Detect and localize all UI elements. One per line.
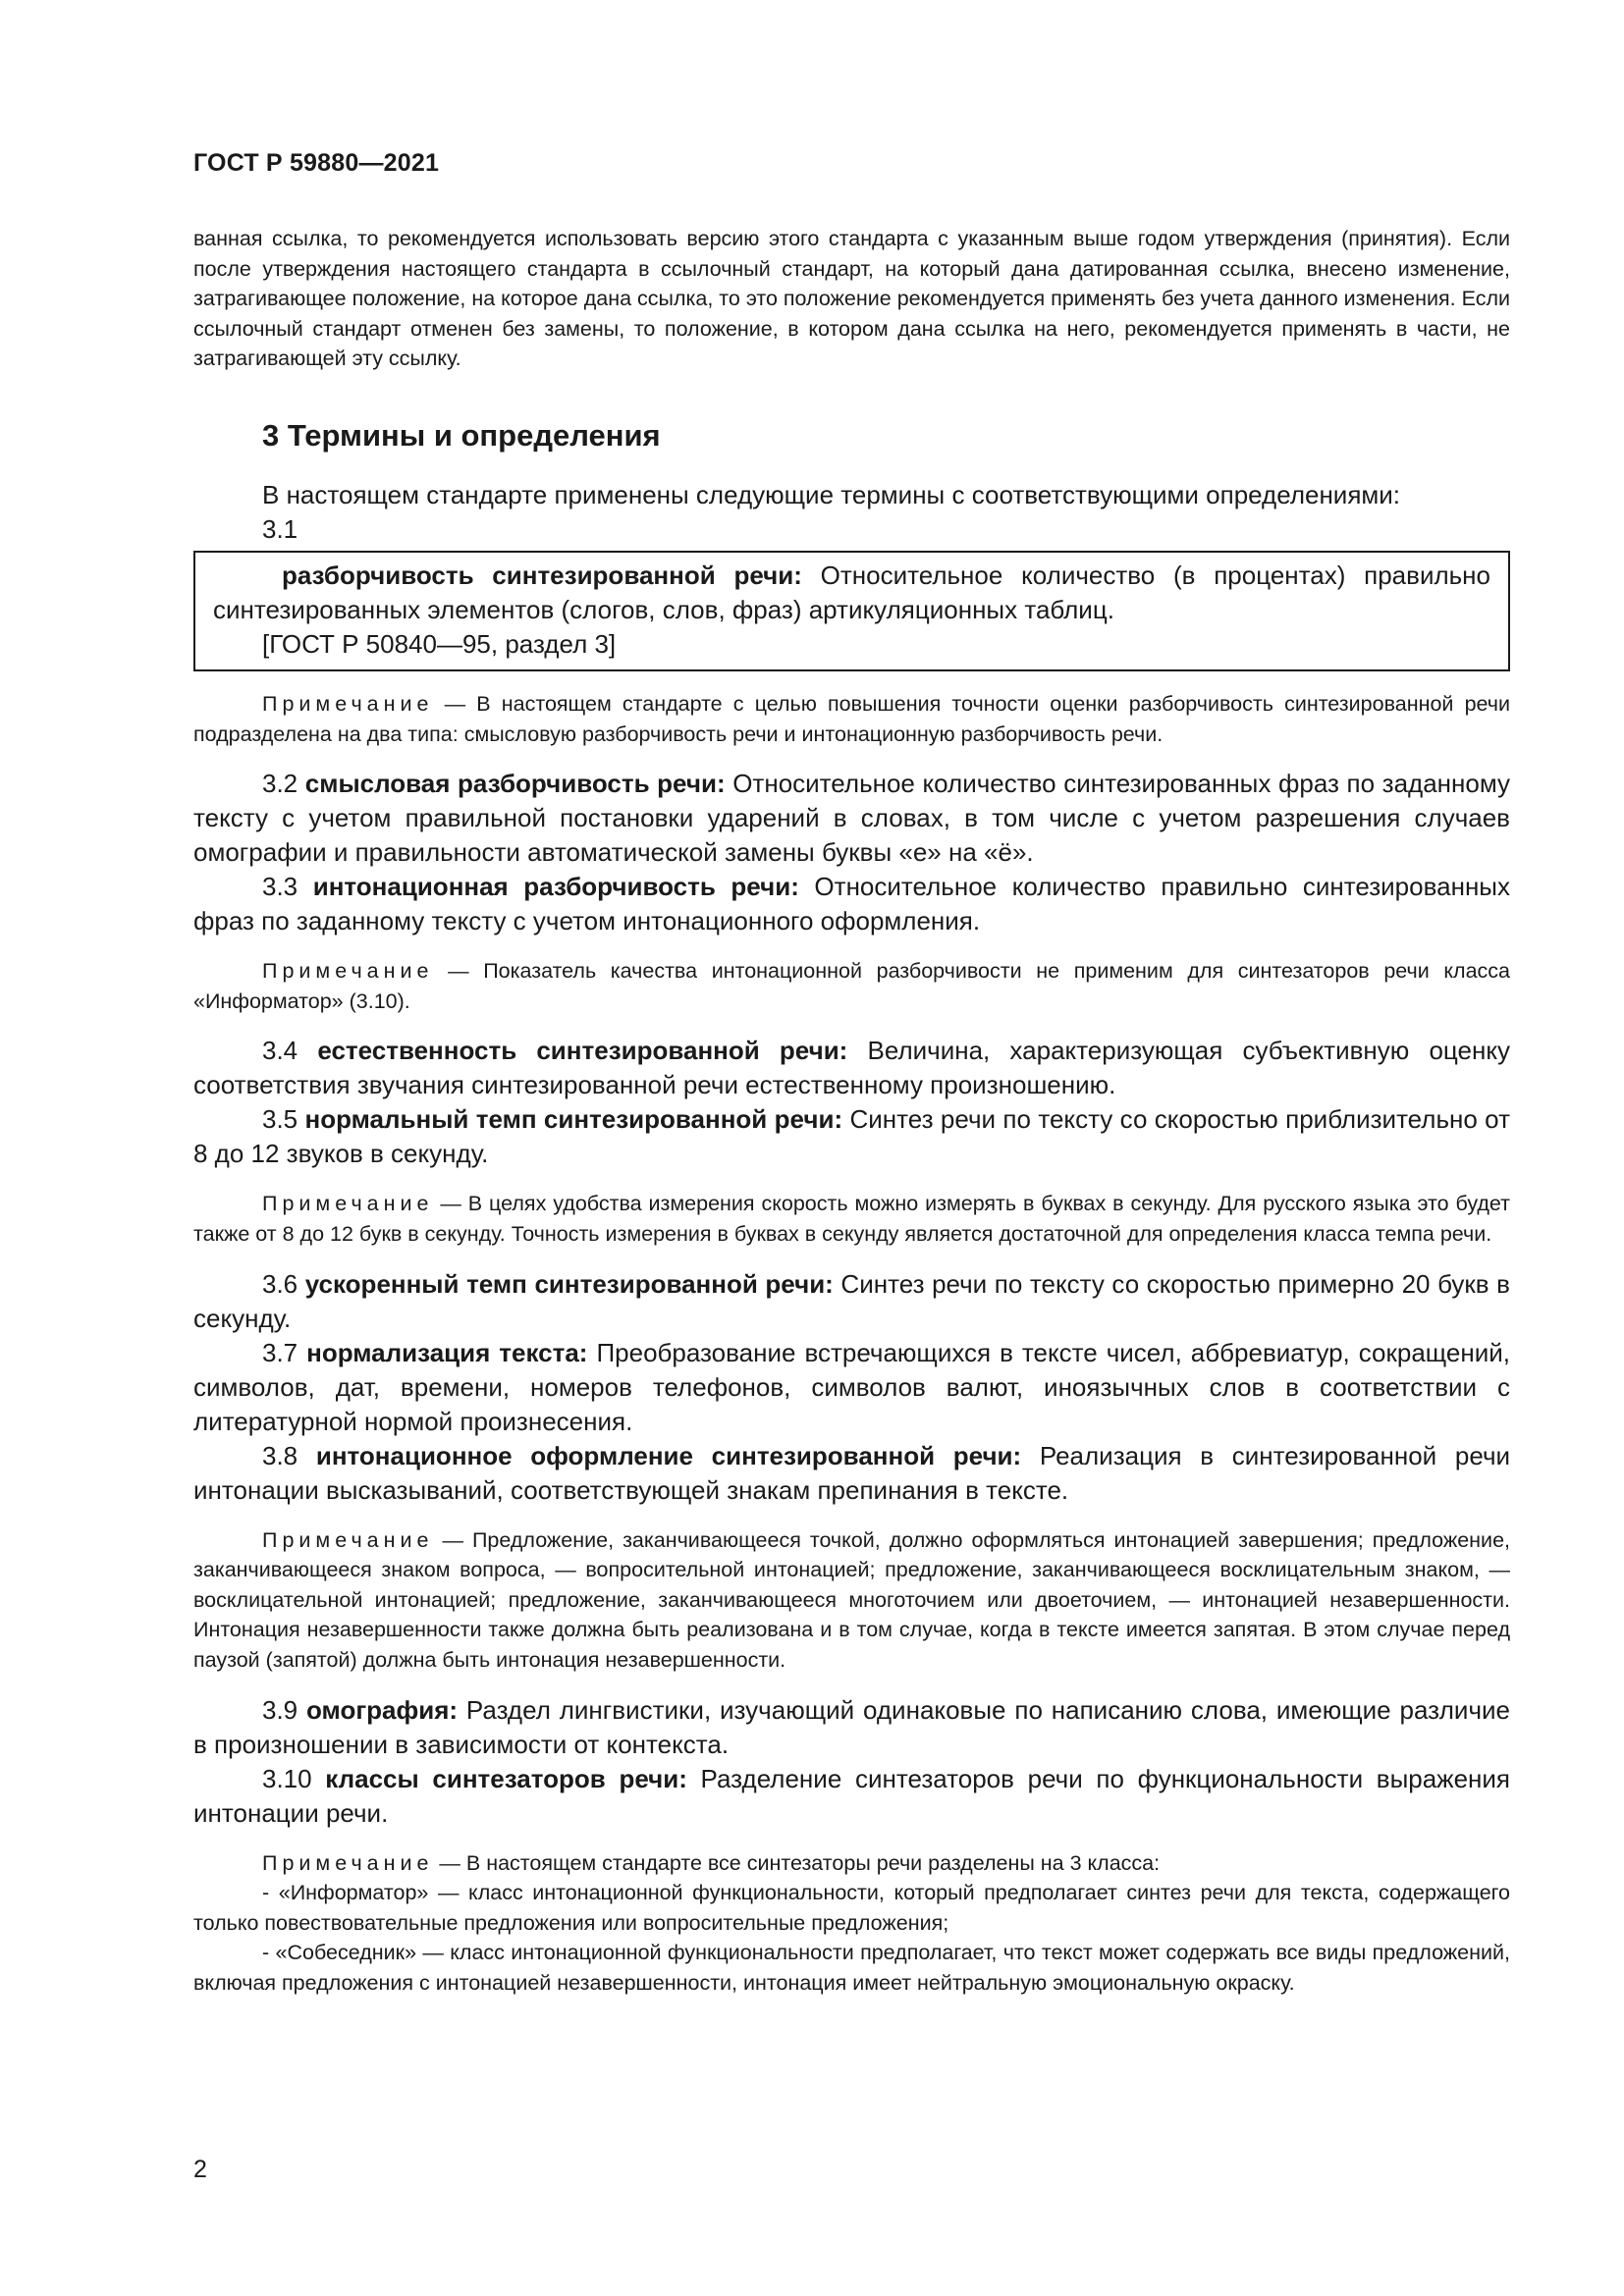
section-title: 3 Термины и определения bbox=[262, 417, 661, 453]
note-3-8 bbox=[193, 1525, 1510, 1676]
term-3-1: разборчивость синтезированной речи: bbox=[282, 560, 802, 590]
note-3-10-item-sobesednik: - «Собеседник» — класс интонационной функциональности предполагает, что текст может содержать все виды предложений, включая предложения с интонацией незавершенности, интонация имеет нейтральную эмоциональную окраску. bbox=[193, 1941, 1510, 1995]
note-text: — В настоящем стандарте с целью повышения точности оценки разборчивость синтезированной речи подразделена на два типа: смысловую разборчивость речи и интонационную разборчивость речи. bbox=[193, 691, 1510, 746]
term-number: 3.2 bbox=[262, 769, 305, 799]
term-number: 3.6 bbox=[262, 1268, 305, 1299]
term-number: 3.8 bbox=[262, 1440, 316, 1470]
definition-text: Раздел лингвистики, изучающий одинаковые по написанию слова, имеющие различие в произношении в зависимости от контекста. bbox=[193, 1694, 1510, 1759]
term-3-4: естественность синтезированной речи: bbox=[317, 1036, 848, 1066]
document-header: ГОСТ Р 59880—2021 bbox=[193, 149, 440, 177]
definition-3-10 bbox=[193, 1762, 1510, 1831]
term-3-5: нормальный темп синтезированной речи: bbox=[304, 1104, 843, 1135]
note-3-10-item-informator: - «Информатор» — класс интонационной функциональности, который предполагает синтез речи для текста, содержащего только повествовательные предложения или вопросительные предложения; bbox=[193, 1881, 1510, 1935]
note-label: Примечание bbox=[262, 1850, 434, 1875]
definition-3-7 bbox=[193, 1336, 1510, 1439]
term-3-8: интонационное оформление синтезированной речи: bbox=[315, 1440, 1022, 1470]
note-3-3 bbox=[193, 956, 1510, 1016]
note-text: — Показатель качества интонационной разборчивости не применим для синтезаторов речи класса «Информатор» (3.10). bbox=[193, 959, 1510, 1013]
definition-3-1 bbox=[213, 559, 1490, 627]
definition-text: Относительное количество правильно синтезированных фраз по заданному тексту с учетом интонационного оформления. bbox=[193, 872, 1510, 936]
continuation-paragraph: ванная ссылка, то рекомендуется использовать версию этого стандарта с указанным выше годом утверждения (принятия). Если после утверждения настоящего стандарта в ссылочный стандарт, на который дана датированная ссылка, внесено изменение, затрагивающее положение, на которое дана ссылка, то это положение рекомендуется применять без учета данного изменения. Если ссылочный стандарт отменен без замены, то положение, в котором дана ссылка на него, рекомендуется применять в части, не затрагивающей эту ссылку. bbox=[193, 227, 1510, 371]
term-3-10: классы синтезаторов речи: bbox=[325, 1763, 687, 1793]
definition-3-4 bbox=[193, 1034, 1510, 1102]
definition-text: Реализация в синтезированной речи интонации высказываний, соответствующей знакам препинания в тексте. bbox=[193, 1440, 1511, 1505]
definition-source-3-1: [ГОСТ Р 50840—95, раздел 3] bbox=[262, 628, 617, 659]
definition-3-8 bbox=[193, 1439, 1510, 1508]
definition-text: Относительное количество синтезированных фраз по заданному тексту с учетом правильной постановки ударений в словах, в том числе с учетом разрешения случаев омографии и правильности автоматической замены буквы «е» на «ё». bbox=[193, 769, 1510, 868]
term-3-7: нормализация текста: bbox=[306, 1337, 588, 1367]
note-label: Примечание bbox=[262, 1527, 434, 1552]
term-3-9: омография: bbox=[306, 1694, 459, 1725]
note-text: — Предложение, заканчивающееся точкой, должно оформляться интонацией завершения; предложение, заканчивающееся знаком вопроса, — вопросительной интонацией; предложение, заканчивающееся восклицательным знаком, — восклицательной интонацией; предложение, заканчивающееся многоточием или двоеточием, — интонацией незавершенности. Интонация незавершенности также должна быть реализована и в том случае, когда в тексте имеется запятая. В этом случае перед паузой (запятой) должна быть интонация незавершенности. bbox=[193, 1527, 1510, 1672]
term-number: 3.10 bbox=[262, 1763, 326, 1793]
note-text: — В целях удобства измерения скорость можно измерять в буквах в секунду. Для русского языка это будет также от 8 до 12 букв в секунду. Точность измерения в буквах в секунду является достаточной для определения класса темпа речи. bbox=[193, 1192, 1510, 1246]
term-number: 3.7 bbox=[262, 1337, 307, 1367]
definition-text: Синтез речи по тексту со скоростью приблизительно от 8 до 12 звуков в секунду. bbox=[193, 1104, 1510, 1169]
term-3-2: смысловая разборчивость речи: bbox=[304, 769, 726, 799]
definition-3-6 bbox=[193, 1267, 1510, 1336]
term-3-3: интонационная разборчивость речи: bbox=[312, 872, 799, 902]
definition-box-3-1 bbox=[193, 551, 1510, 671]
term-number: 3.3 bbox=[262, 872, 313, 902]
term-number: 3.5 bbox=[262, 1104, 305, 1135]
definition-text: Синтез речи по тексту со скоростью примерно 20 букв в секунду. bbox=[193, 1268, 1510, 1333]
term-number: 3.4 bbox=[262, 1036, 318, 1066]
note-3-5 bbox=[193, 1189, 1510, 1249]
definition-3-2 bbox=[193, 767, 1510, 870]
definition-text: Разделение синтезаторов речи по функциональности выражения интонации речи. bbox=[193, 1763, 1510, 1828]
definition-3-9 bbox=[193, 1693, 1510, 1762]
page-number: 2 bbox=[193, 2156, 207, 2183]
definition-text-3-1: Относительное количество (в процентах) правильно синтезированных элементов (слогов, слов, фраз) артикуляционных таблиц. bbox=[213, 560, 1491, 624]
note-3-10 bbox=[193, 1848, 1510, 1879]
term-3-6: ускоренный темп синтезированной речи: bbox=[304, 1268, 834, 1299]
note-label: Примечание bbox=[262, 959, 434, 984]
note-text: — В настоящем стандарте все синтезаторы речи разделены на 3 класса: bbox=[433, 1850, 1161, 1875]
page-content bbox=[193, 224, 1510, 1998]
note-3-1 bbox=[193, 689, 1510, 749]
section-intro: В настоящем стандарте применены следующие термины с соответствующими определениями: bbox=[262, 479, 1401, 509]
definition-text: Преобразование встречающихся в тексте чисел, аббревиатур, сокращений, символов, дат, времени, номеров телефонов, символов валют, иноязычных слов в соответствии с литературной нормой произнесения. bbox=[193, 1337, 1510, 1436]
note-label: Примечание bbox=[262, 1192, 434, 1216]
definition-3-3 bbox=[193, 870, 1510, 938]
term-number-3-1: 3.1 bbox=[262, 513, 298, 544]
definition-3-5 bbox=[193, 1102, 1510, 1171]
note-label: Примечание bbox=[262, 691, 434, 716]
definition-text: Величина, характеризующая субъективную оценку соответствия звучания синтезированной речи естественному произношению. bbox=[193, 1036, 1511, 1100]
term-number: 3.9 bbox=[262, 1694, 307, 1725]
